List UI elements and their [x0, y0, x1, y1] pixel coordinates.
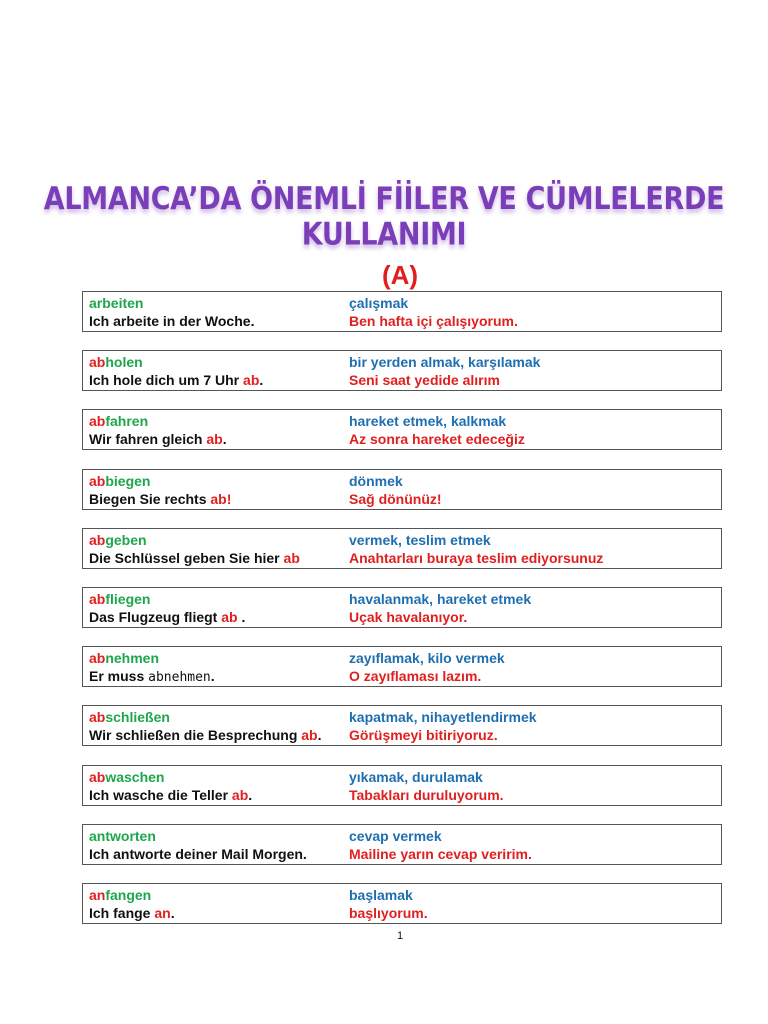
sentence-text: Er muss: [89, 668, 149, 685]
sentence-translation: Az sonra hareket edeceğiz: [349, 431, 525, 448]
sentence-end: .: [302, 845, 307, 862]
sentence-highlight: ab: [301, 727, 318, 744]
verb-infinitive: [89, 354, 143, 370]
verb-translation: cevap vermek: [349, 827, 442, 844]
verb-root: fliegen: [105, 590, 151, 607]
verb-prefix: ab: [89, 590, 106, 607]
verb-translation: vermek, teslim etmek: [349, 531, 491, 548]
verb-prefix: ab: [89, 472, 106, 489]
sentence-highlight: ab: [206, 431, 223, 448]
sentence-text: Ich wasche die Teller: [89, 786, 232, 803]
sentence-text: Wir schließen die Besprechung: [89, 727, 302, 744]
verb-card: [82, 646, 722, 687]
verb-prefix: ab: [89, 531, 106, 548]
sentence-text: Die Schlüssel geben Sie hier: [89, 549, 284, 566]
sentence-text: Ich fange: [89, 904, 155, 921]
example-sentence: [89, 550, 300, 566]
verb-infinitive: [89, 532, 147, 548]
verb-infinitive: [89, 769, 164, 785]
verb-root: antworten: [89, 827, 156, 844]
verb-card: [82, 765, 722, 806]
verb-translation: bir yerden almak, karşılamak: [349, 354, 541, 371]
page-number: 1: [396, 930, 404, 942]
verb-translation: havalanmak, hareket etmek: [349, 590, 532, 607]
verb-prefix: ab: [89, 413, 106, 430]
sentence-translation: Görüşmeyi bitiriyoruz.: [349, 727, 498, 744]
sentence-end: .: [248, 786, 253, 803]
sentence-translation: Seni saat yedide alırım: [349, 372, 500, 389]
example-sentence: [89, 787, 252, 803]
verb-translation: zayıflamak, kilo vermek: [349, 650, 505, 667]
sentence-highlight: ab: [221, 608, 238, 625]
example-sentence: [89, 609, 245, 625]
verb-card: [82, 705, 722, 746]
verb-root: holen: [105, 354, 143, 371]
verb-root: fangen: [105, 886, 152, 903]
verb-root: schließen: [105, 709, 170, 726]
verb-card: [82, 409, 722, 450]
example-sentence: [89, 727, 322, 743]
example-sentence: [89, 846, 307, 862]
verb-prefix: an: [89, 886, 106, 903]
verb-prefix: ab: [89, 768, 106, 785]
sentence-text: Das Flugzeug fliegt: [89, 608, 222, 625]
verb-root: arbeiten: [89, 295, 144, 311]
sentence-end: .: [317, 727, 322, 744]
sentence-end: .: [259, 372, 264, 389]
verb-card: [82, 469, 722, 510]
verb-infinitive: [89, 828, 156, 844]
sentence-translation: başlıyorum.: [349, 904, 428, 921]
verb-translation: başlamak: [349, 886, 413, 903]
example-sentence: [89, 372, 263, 388]
verb-infinitive: [89, 591, 150, 607]
verb-card: [82, 587, 722, 628]
sentence-mono: abnehmen: [148, 670, 211, 686]
verb-card: [82, 350, 722, 391]
verb-root: fahren: [105, 413, 149, 430]
sentence-translation: O zayıflaması lazım.: [349, 668, 482, 685]
sentence-highlight: ab: [243, 372, 260, 389]
sentence-end: .: [170, 904, 175, 921]
sentence-text: Biegen Sie rechts: [89, 490, 211, 507]
verb-prefix: ab: [89, 709, 106, 726]
verb-card: [82, 824, 722, 865]
sentence-end: .: [210, 668, 215, 685]
sentence-translation: Uçak havalanıyor.: [349, 608, 468, 625]
sentence-end: .: [237, 608, 246, 625]
verb-prefix: ab: [89, 354, 106, 371]
sentence-text: Ich hole dich um 7 Uhr: [89, 372, 244, 389]
verb-root: geben: [105, 531, 147, 548]
sentence-translation: Sağ dönünüz!: [349, 490, 442, 507]
verb-translation: hareket etmek, kalkmak: [349, 413, 507, 430]
sentence-end: .: [222, 431, 227, 448]
sentence-text: Ich antworte deiner Mail Morgen: [89, 845, 303, 862]
verb-prefix: ab: [89, 650, 106, 667]
verb-infinitive: [89, 887, 151, 903]
verb-translation: yıkamak, durulamak: [349, 768, 483, 785]
sentence-translation: Mailine yarın cevap veririm.: [349, 845, 532, 862]
sentence-highlight: ab: [283, 549, 300, 566]
verb-translation: dönmek: [349, 472, 403, 489]
sentence-translation: Ben hafta içi çalışıyorum.: [349, 313, 518, 329]
example-sentence: [89, 491, 231, 507]
verb-root: waschen: [105, 768, 165, 785]
example-sentence: [89, 431, 227, 447]
sentence-highlight: an: [154, 904, 171, 921]
page-title: ALMANCA’DA ÖNEMLİ FİİLER VE CÜMLELERDE KULLANIMI: [43, 181, 725, 253]
sentence-text: Ich arbeite in der Woche: [89, 313, 251, 329]
verb-root: nehmen: [105, 650, 160, 667]
example-sentence: [89, 905, 175, 921]
sentence-translation: Tabakları duruluyorum.: [349, 786, 504, 803]
verb-infinitive: [89, 295, 143, 311]
verb-card: [82, 528, 722, 569]
verb-infinitive: [89, 473, 150, 489]
sentence-highlight: ab: [231, 786, 249, 803]
verb-root: biegen: [105, 472, 151, 489]
sentence-translation: Anahtarları buraya teslim ediyorsunuz: [349, 549, 604, 566]
sentence-end: .: [250, 313, 255, 329]
sentence-text: Wir fahren gleich: [89, 431, 207, 448]
verb-translation: çalışmak: [349, 295, 409, 311]
example-sentence: [89, 668, 215, 685]
section-heading: (A): [381, 260, 419, 290]
example-sentence: [89, 313, 254, 329]
verb-card: [82, 291, 722, 332]
verb-card: [82, 883, 722, 924]
verb-infinitive: [89, 413, 148, 429]
sentence-highlight: ab!: [210, 490, 232, 507]
verb-list: [82, 291, 722, 942]
verb-translation: kapatmak, nihayetlendirmek: [349, 709, 537, 726]
verb-infinitive: [89, 650, 159, 666]
verb-infinitive: [89, 709, 170, 725]
